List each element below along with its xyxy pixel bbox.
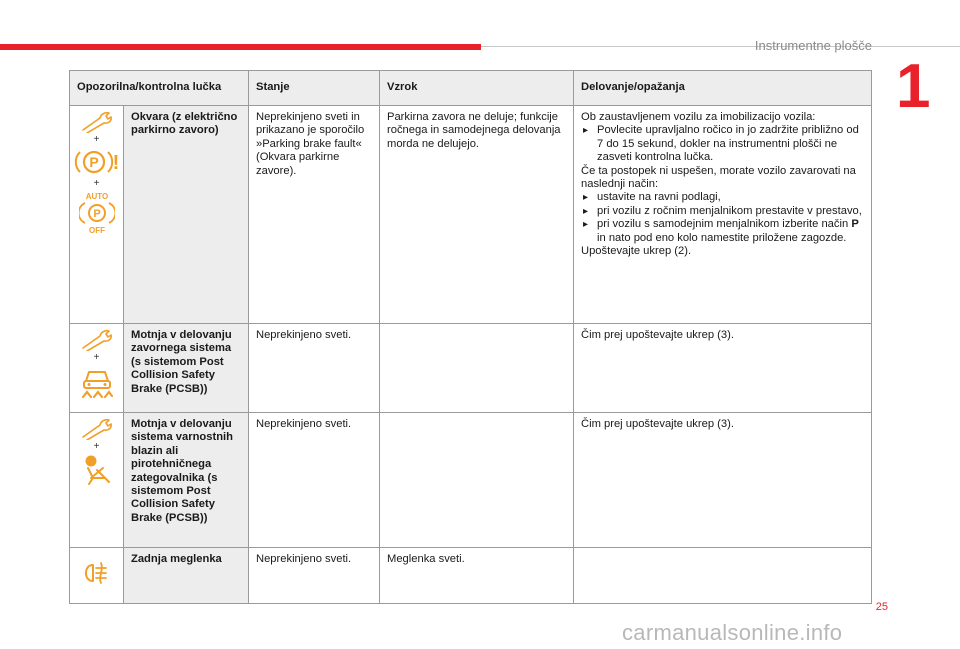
wrench-icon (81, 111, 113, 133)
column-header-state: Stanje (249, 71, 380, 106)
list-item: ▸ pri vozilu z ročnim menjalnikom prestavite v prestavo, (581, 205, 864, 218)
action-cell: Čim prej upoštevajte ukrep (3). (574, 413, 872, 548)
action-outro: Upoštevajte ukrep (2). (581, 245, 692, 258)
column-header-action: Delovanje/opažanja (574, 71, 872, 106)
state-cell: Neprekinjeno sveti. (249, 324, 380, 413)
table-row (70, 413, 872, 548)
cause-cell (380, 413, 574, 548)
off-label: OFF (88, 226, 105, 235)
icon-cell (70, 106, 124, 324)
auto-label: AUTO (85, 192, 108, 201)
warning-lights-table (69, 70, 872, 604)
list-item-text: pri vozilu s samodejnim menjalnikom izberite način (597, 218, 852, 231)
p-glyph: P (88, 154, 99, 170)
list-item: ▸ ustavite na ravni podlagi, (581, 191, 864, 204)
lamp-name: Motnja v delovanju sistema varnostnih blazin ali pirotehničnega zategovalnika (s sistemom Post Collision Safety Brake (PCSB)) (124, 413, 249, 548)
action-intro: Ob zaustavljenem vozilu za imobilizacijo vozila: (581, 111, 816, 123)
car-skid-icon (80, 365, 114, 399)
wrench-icon (81, 418, 113, 440)
lamp-name: Okvara (z električno parkirno zavoro) (124, 106, 249, 324)
wrench-icon (81, 329, 113, 351)
state-cell: Neprekinjeno sveti. (249, 548, 380, 604)
action-cell (574, 106, 872, 324)
plus-sign: + (93, 178, 100, 189)
rear-fog-light-icon (81, 562, 113, 584)
header-accent-bar (0, 44, 481, 50)
action-cell (574, 548, 872, 604)
state-cell: Neprekinjeno sveti in prikazano je sporočilo »Parking brake fault« (Okvara parkirne zavore). (249, 106, 380, 324)
lamp-name: Zadnja meglenka (124, 548, 249, 604)
cause-cell (380, 324, 574, 413)
gear-p: P (851, 218, 859, 231)
plus-sign: + (93, 441, 100, 452)
lamp-name: Motnja v delovanju zavornega sistema (s sistemom Post Collision Safety Brake (PCSB)) (124, 324, 249, 413)
cause-cell: Meglenka sveti. (380, 548, 574, 604)
action-list (581, 191, 864, 245)
exclamation-glyph: ! (112, 152, 119, 174)
icon-cell (70, 548, 124, 604)
chapter-number: 1 (896, 52, 931, 121)
table-row (70, 548, 872, 604)
parking-brake-fault-icon (74, 147, 120, 177)
header-rule (481, 46, 960, 47)
column-header-cause: Vzrok (380, 71, 574, 106)
section-title: Instrumentne plošče (754, 38, 872, 53)
table-header-row (70, 71, 872, 106)
airbag-seatbelt-icon (81, 454, 113, 486)
icon-cell (70, 324, 124, 413)
table-row (70, 106, 872, 324)
p-glyph: P (92, 208, 101, 220)
action-cell: Čim prej upoštevajte ukrep (3). (574, 324, 872, 413)
list-item-text: in nato pod eno kolo namestite priložene zagozde. (597, 231, 847, 244)
plus-sign: + (93, 134, 100, 145)
plus-sign: + (93, 352, 100, 363)
page-number: 25 (875, 601, 888, 613)
list-item: ▸ Povlecite upravljalno ročico in jo zadržite približno od 7 do 15 sekund, dokler na instrumentni plošči ne zasveti kontrolna lučka. (581, 124, 864, 164)
action-mid: Če ta postopek ni uspešen, morate vozilo zavarovati na naslednji način: (581, 164, 856, 191)
state-cell: Neprekinjeno sveti. (249, 413, 380, 548)
column-header-lamp: Opozorilna/kontrolna lučka (70, 71, 249, 106)
auto-off-parking-brake-icon (79, 191, 115, 235)
table-row (70, 324, 872, 413)
icon-cell (70, 413, 124, 548)
watermark: carmanualsonline.info (622, 620, 843, 645)
action-list (581, 124, 864, 164)
cause-cell: Parkirna zavora ne deluje; funkcije ročnega in samodejnega delovanja morda ne delujejo. (380, 106, 574, 324)
list-item (581, 218, 864, 245)
